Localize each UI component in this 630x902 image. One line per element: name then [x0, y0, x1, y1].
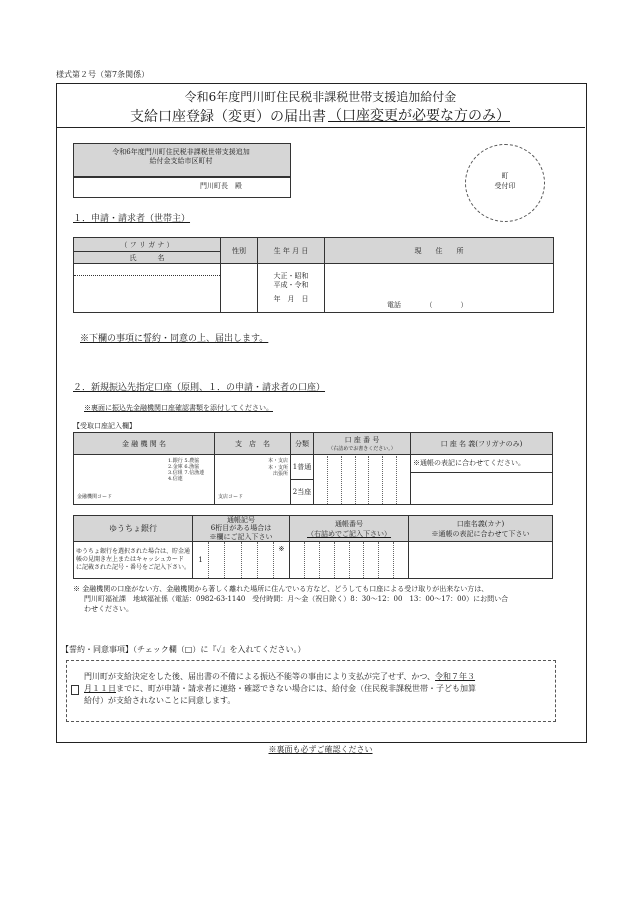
bank-name-input[interactable] [74, 455, 215, 505]
bank-code-label: 金融機関コード [77, 493, 113, 500]
title-divider [56, 127, 585, 128]
name-header: 氏 名 [74, 252, 221, 264]
furigana-header: （ フ リ ガ ナ ） [74, 238, 221, 252]
section1-heading: １．申請・請求者（世帯主） [73, 214, 191, 224]
bank-types: 1.銀行 5.農協 2.金庫 6.漁協 3.信組 7.信漁連 4.信連 [168, 458, 205, 482]
number-input[interactable] [290, 542, 409, 579]
addressee-line2: 給付金支給市区町村 [149, 157, 213, 165]
number-header: 通帳番号 （右詰めでご記入下さい） [290, 516, 409, 542]
holder-header: 口 座 名 義(フリガナのみ) [411, 433, 553, 455]
branch-code-label: 支店コード [218, 493, 244, 500]
address-header: 現 住 所 [325, 238, 554, 264]
holder-note: ※通帳の表記に合わせてください。 [411, 455, 552, 473]
contact-note2: 門川町福祉課 地域福祉係（電話：0982-63-1140 受付時間：月～金（祝日除く）8：30～12：00 13：00～17：00）にお問い合 [84, 595, 509, 603]
gender-input[interactable] [221, 264, 258, 313]
mayor-label: 門川町長 殿 [200, 182, 242, 190]
addressee-body [73, 176, 291, 198]
category-header: 分類 [291, 433, 314, 455]
birthdate-input[interactable] [258, 264, 325, 313]
section2-heading: ２．新規振込先指定口座（原則、１．の申請・請求者の口座） [73, 383, 326, 393]
contact-note3: わせください。 [84, 605, 133, 613]
branch-name-header: 支 店 名 [215, 433, 291, 455]
birthdate-header: 生 年 月 日 [258, 238, 325, 264]
yucho-holder-header: 口座名義(カナ) ※通帳の表記に合わせて下さい [409, 516, 553, 542]
stamp-line1: 町 [501, 172, 509, 180]
consent-header: 【誓約・同意事項】（チェック欄（□）に『✓』を入れてください。） [61, 645, 306, 654]
branch-types: 本・支店 本・支所 出張所 [267, 458, 288, 477]
account-no-input[interactable] [314, 455, 411, 505]
bank-name-header: 金 融 機 関 名 [74, 433, 215, 455]
holder-input[interactable] [411, 455, 553, 505]
phone-label: 電話 （ ） [387, 301, 468, 310]
title-line2: 支給口座登録（変更）の届出書 [130, 109, 326, 125]
era-line2: 平成・令和 [273, 280, 309, 289]
consent-checkbox[interactable] [71, 685, 79, 695]
account-no-title: 口 座 番 号 [344, 436, 380, 444]
era-line1: 大正・昭和 [273, 271, 309, 280]
attach-note: ※裏面に振込先金融機関口座確認書類を添付してください。 [84, 404, 273, 412]
applicant-table [73, 237, 554, 313]
consent-text: 門川町が支給決定をした後、届出書の不備による振込不能等の事由により支払が完了せず、かつ、令和７年３ 月１１日までに、町が申請・請求者に連絡・確認できない場合には、給付金（住民税非課税世帯・子ども加算 給付）が支給されないことに同意します。 [84, 672, 476, 705]
name-input[interactable] [74, 264, 221, 313]
yucho-note: ゆうちょ銀行を選択された場合は、貯金通 帳の見開き左上またはキャッシュカード に記載された記号・番号をご記入下さい。 [74, 542, 193, 579]
addressee-line1: 令和6年度門川町住民税非課税世帯支援追加 [112, 148, 250, 156]
stamp-line2: 受付印 [494, 182, 516, 190]
account-no-header [314, 433, 411, 455]
title-note: （口座変更が必要な方のみ） [328, 108, 510, 124]
bank-table [73, 432, 553, 505]
category-2: 2当座 [292, 488, 312, 496]
contact-note1: ※ 金融機関の口座がない方、金融機関から著しく離れた場所に住んでいる方など、どうしても口座による受け取りが出来ない方は、 [73, 585, 489, 593]
symbol-mark: ※ [278, 545, 285, 553]
category-input[interactable] [291, 455, 314, 505]
address-input[interactable] [325, 264, 554, 313]
symbol-input[interactable] [193, 542, 290, 579]
symbol-header: 通帳記号 6桁目がある場合は ※欄にご記入下さい [193, 516, 290, 542]
title-line1: 令和6年度門川町住民税非課税世帯支援追加給付金 [184, 90, 457, 104]
form-number: 様式第２号（第7条関係） [56, 70, 150, 79]
footer-note: ※裏面も必ずご確認ください [268, 745, 373, 754]
gender-header: 性別 [221, 238, 258, 264]
yucho-holder-input[interactable] [409, 542, 553, 579]
yucho-table [73, 515, 553, 579]
branch-name-input[interactable] [215, 455, 291, 505]
date-format: 年 月 日 [273, 295, 309, 304]
symbol-digit1: 1 [193, 542, 209, 578]
pledge-line: ※下欄の事項に誓約・同意の上、届出します。 [80, 334, 269, 344]
yucho-header: ゆうちょ銀行 [74, 516, 193, 542]
category-1: 1普通 [291, 455, 313, 480]
account-no-sub: （右詰めでお書きください。） [328, 446, 396, 452]
bank-label: 【受取口座記入欄】 [73, 422, 136, 430]
